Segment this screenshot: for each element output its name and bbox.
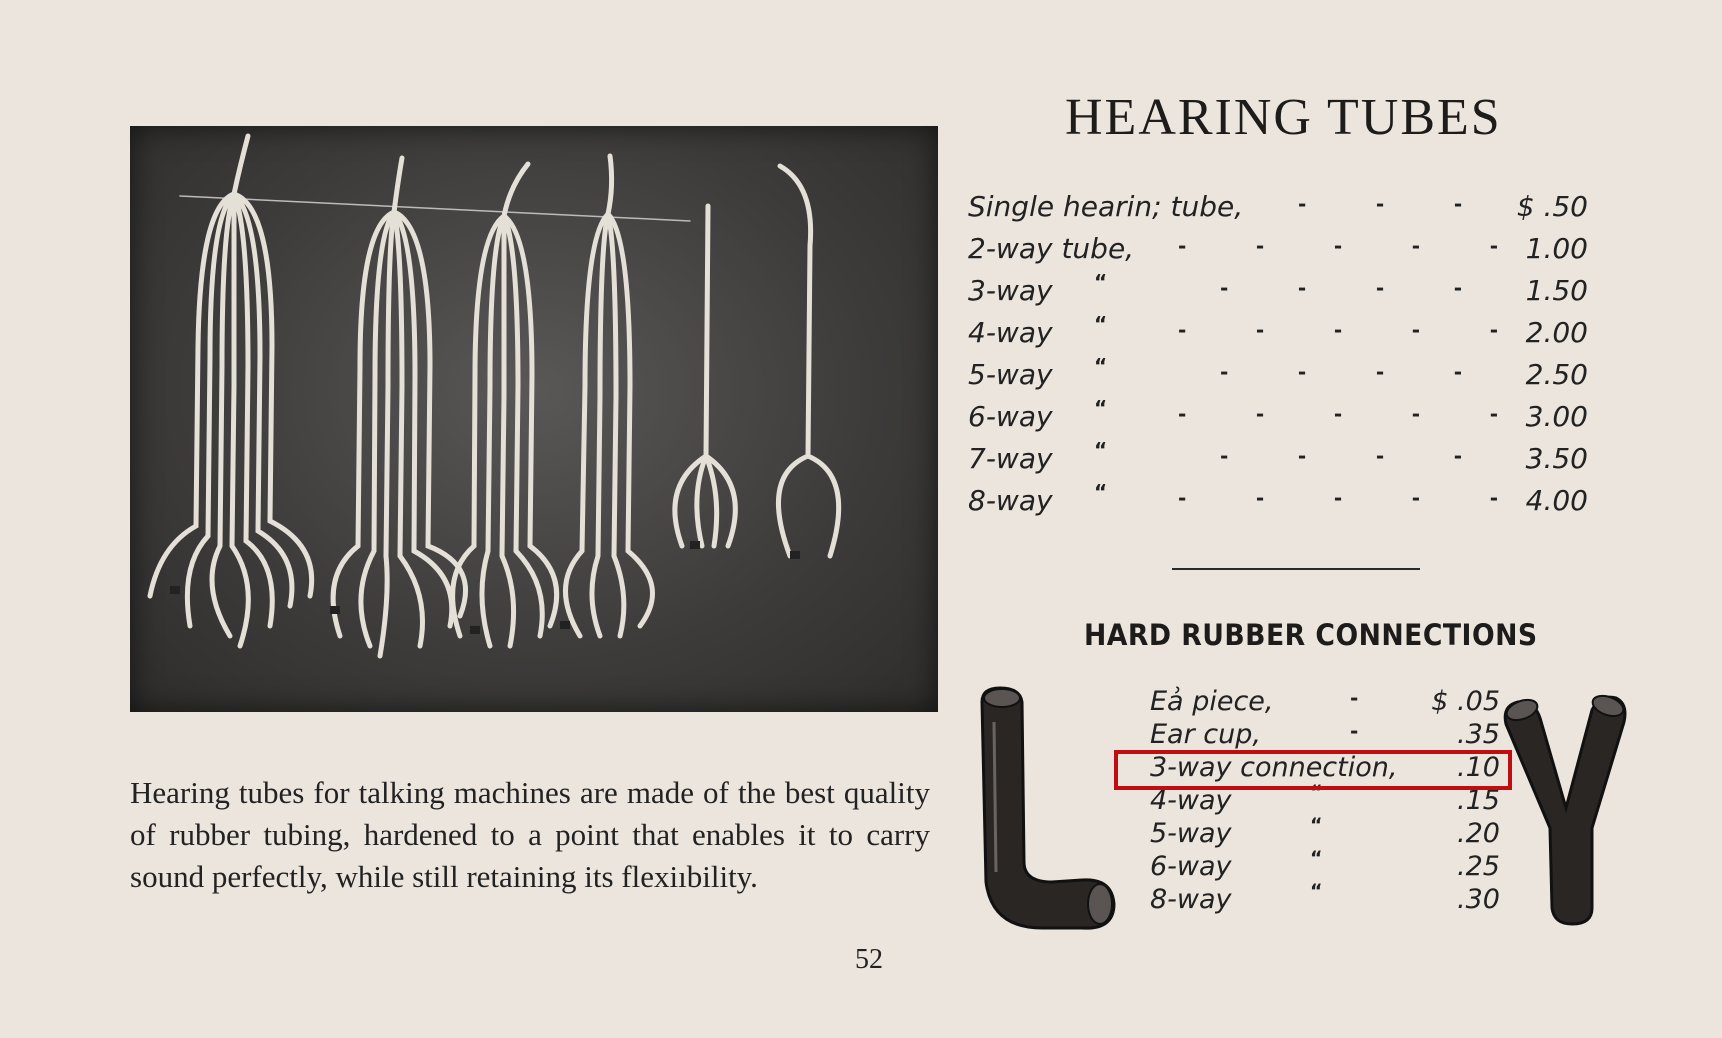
ditto-mark: “ bbox=[1094, 354, 1108, 378]
conn-row-5way bbox=[1150, 814, 1500, 851]
item-name: 4-way bbox=[1150, 785, 1232, 816]
item-price: .10 bbox=[1457, 752, 1500, 783]
connections-title: HARD RUBBER CONNECTIONS bbox=[1084, 618, 1538, 652]
ditto-mark: “ bbox=[1310, 880, 1323, 902]
item-name: 3-way connection, bbox=[1150, 752, 1398, 783]
hearing-tubes-illustration bbox=[130, 126, 938, 712]
ditto-mark: “ bbox=[1094, 438, 1108, 462]
leader-dashes: - - - - bbox=[1220, 444, 1463, 468]
price-row-6way bbox=[968, 396, 1628, 442]
item-price: 1.50 bbox=[1525, 274, 1588, 307]
item-price: 2.00 bbox=[1525, 316, 1588, 349]
highlight-box bbox=[1114, 750, 1512, 790]
leader-dash: - bbox=[1350, 719, 1359, 743]
item-name: 7-way bbox=[968, 442, 1053, 475]
leader-dash: - bbox=[1350, 686, 1359, 710]
item-name: 5-way bbox=[968, 358, 1053, 391]
price-row-8way bbox=[968, 480, 1628, 526]
item-name: 8-way bbox=[968, 484, 1053, 517]
item-name: 5-way bbox=[1150, 818, 1232, 849]
section-divider bbox=[1172, 568, 1420, 570]
item-name: 8-way bbox=[1150, 884, 1232, 915]
ditto-mark: “ bbox=[1310, 847, 1323, 869]
page-title: HEARING TUBES bbox=[1065, 89, 1502, 146]
price-row-4way bbox=[968, 312, 1628, 358]
price-row-single bbox=[968, 190, 1628, 232]
leader-dashes: - - - - bbox=[1220, 360, 1463, 384]
ditto-mark: “ bbox=[1310, 781, 1323, 803]
conn-row-ear-piece bbox=[1150, 686, 1500, 719]
item-price: .25 bbox=[1457, 851, 1500, 882]
item-name: 2-way tube, bbox=[968, 232, 1135, 265]
item-name: 4-way bbox=[968, 316, 1053, 349]
item-price: $ .50 bbox=[1516, 190, 1588, 223]
leader-dashes: - - - - - bbox=[1178, 402, 1499, 426]
price-row-5way bbox=[968, 354, 1628, 400]
item-price: 2.50 bbox=[1525, 358, 1588, 391]
conn-row-8way bbox=[1150, 880, 1500, 917]
ditto-mark: “ bbox=[1094, 396, 1108, 420]
item-price: 4.00 bbox=[1525, 484, 1588, 517]
item-price: 3.00 bbox=[1525, 400, 1588, 433]
item-name: Ear cup, bbox=[1150, 719, 1261, 750]
ear-piece-illustration bbox=[972, 682, 1122, 932]
item-price: 1.00 bbox=[1525, 232, 1588, 265]
item-price: .15 bbox=[1457, 785, 1500, 816]
leader-dashes: - - - - bbox=[1220, 276, 1463, 300]
ditto-mark: “ bbox=[1094, 270, 1108, 294]
item-price: .35 bbox=[1457, 719, 1500, 750]
price-row-3way bbox=[968, 270, 1628, 316]
ditto-mark: “ bbox=[1310, 814, 1323, 836]
ditto-mark: “ bbox=[1094, 312, 1108, 336]
item-name: 6-way bbox=[968, 400, 1053, 433]
item-name: Ea͗ piece, bbox=[1150, 686, 1274, 717]
item-price: $ .05 bbox=[1431, 686, 1500, 717]
leader-dashes: - - - bbox=[1298, 192, 1463, 216]
hearing-tubes-photo bbox=[130, 126, 938, 712]
conn-row-ear-cup bbox=[1150, 719, 1500, 752]
leader-dashes: - - - - - bbox=[1178, 486, 1499, 510]
page-number: 52 bbox=[855, 944, 883, 975]
ditto-mark: “ bbox=[1094, 480, 1108, 504]
leader-dashes: - - - - - bbox=[1178, 234, 1499, 258]
price-row-2way bbox=[968, 232, 1628, 274]
item-price: .20 bbox=[1457, 818, 1500, 849]
item-name: Single hearin; tube, bbox=[968, 190, 1244, 223]
leader-dashes: - - - - - bbox=[1178, 318, 1499, 342]
item-price: .30 bbox=[1457, 884, 1500, 915]
price-row-7way bbox=[968, 438, 1628, 484]
item-name: 3-way bbox=[968, 274, 1053, 307]
conn-row-6way bbox=[1150, 847, 1500, 884]
item-name: 6-way bbox=[1150, 851, 1232, 882]
y-connection-illustration bbox=[1500, 688, 1630, 928]
description-text: Hearing tubes for talking machines are made of the best quality of rubber tubing, hardened to a point that enables it to carry sound perfectly, while still retaining its flexiıbility. bbox=[130, 775, 930, 894]
item-price: 3.50 bbox=[1525, 442, 1588, 475]
